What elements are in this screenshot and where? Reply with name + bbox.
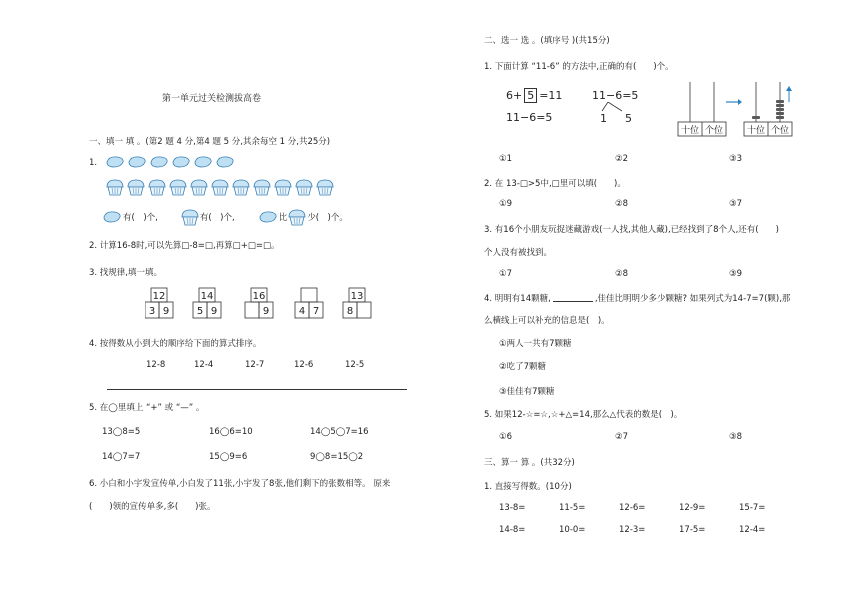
section-3-heading: 三、算一 算 。(共32分) bbox=[484, 458, 575, 468]
calc-6: 14-8= bbox=[499, 525, 526, 535]
r-q5-option-2[interactable]: ②7 bbox=[615, 432, 629, 442]
calc-7: 10-0= bbox=[559, 525, 586, 535]
r-q4-blank[interactable] bbox=[553, 301, 593, 302]
method-1-box: 5 bbox=[524, 88, 537, 103]
q4-expr-3: 12-7 bbox=[245, 360, 265, 370]
house-1-right: 9 bbox=[162, 306, 170, 317]
q1-answer-line bbox=[103, 208, 348, 226]
abacus-bead bbox=[752, 100, 784, 119]
q1-egg-count: 有( )个, bbox=[123, 213, 158, 223]
house-2-top: 14 bbox=[200, 291, 214, 302]
q4-answer-line[interactable] bbox=[107, 389, 407, 390]
r-q5-option-3[interactable]: ③8 bbox=[729, 432, 743, 442]
q5-item-2: 16◯6=10 bbox=[209, 427, 253, 437]
house-2-left: 5 bbox=[196, 306, 204, 317]
q5-text: 5. 在◯里填上 “+” 或 “—” 。 bbox=[89, 403, 205, 413]
calc-9: 17-5= bbox=[679, 525, 706, 535]
calc-8: 12-3= bbox=[619, 525, 646, 535]
r-q3-line-2: 个人没有被找到。 bbox=[484, 248, 553, 258]
split-left: 1 bbox=[600, 112, 607, 125]
calc-instruction: 1. 直接写得数。(10分) bbox=[484, 482, 572, 492]
q4-expr-5: 12-5 bbox=[345, 360, 365, 370]
q2-text: 2. 计算16-8时,可以先算□-8=□,再算□+□=□。 bbox=[89, 241, 280, 251]
r-q4-start: 4. 明明有14颗糖, bbox=[484, 294, 551, 304]
page-title: 第一单元过关检测拔高卷 bbox=[162, 94, 262, 104]
method-1-line-2: 11−6=5 bbox=[506, 111, 553, 124]
method-1-right: =11 bbox=[539, 89, 563, 102]
house-1-top: 12 bbox=[152, 291, 166, 302]
method-2 bbox=[592, 89, 638, 125]
abacus-label-tens-1: 十位 bbox=[680, 126, 700, 136]
calc-10: 12-4= bbox=[739, 525, 766, 535]
r-q4-line-2: 么横线上可以补充的信息是( )。 bbox=[484, 316, 610, 326]
abacus-label-ones-2: 个位 bbox=[770, 126, 790, 136]
q1-cake-count: 有( )个, bbox=[199, 213, 235, 223]
q5-item-3: 14◯5◯7=16 bbox=[310, 427, 369, 437]
q4-text: 4. 按得数从小到大的顺序给下面的算式排序。 bbox=[89, 339, 262, 349]
q5-item-5: 15◯9=6 bbox=[209, 452, 248, 462]
cupcake-icon bbox=[180, 208, 200, 226]
calc-1: 13-8= bbox=[499, 503, 526, 513]
q1-less-count: 少( )个。 bbox=[307, 213, 348, 223]
q1-number: 1. bbox=[89, 158, 98, 168]
r-q5-option-1[interactable]: ①6 bbox=[499, 432, 513, 442]
r-q4-rest: ,佳佳比明明少多少颗糖? 如果列式为14-7=7(颗),那 bbox=[594, 294, 791, 304]
section-1-heading: 一、填一 填 。(第2 题 4 分,第4 题 5 分,其余每空 1 分,共25分) bbox=[89, 137, 331, 147]
r-q2-option-3[interactable]: ③7 bbox=[729, 199, 743, 209]
r-q1-option-1[interactable]: ①1 bbox=[499, 154, 513, 164]
r-q2-option-2[interactable]: ②8 bbox=[615, 199, 629, 209]
r-q2-option-1[interactable]: ①9 bbox=[499, 199, 513, 209]
method-1-left: 6+ bbox=[506, 89, 523, 102]
r-q4-line-1 bbox=[484, 292, 790, 304]
q5-item-4: 14◯7=7 bbox=[102, 452, 141, 462]
r-q2-text: 2. 在 13-□>5中,□里可以填( )。 bbox=[484, 179, 626, 189]
r-q4-option-3[interactable]: ③佳佳有7颗糖 bbox=[499, 387, 555, 397]
r-q3-option-3[interactable]: ③9 bbox=[729, 269, 743, 279]
house-5-top: 13 bbox=[350, 291, 364, 302]
q5-item-1: 13◯8=5 bbox=[102, 427, 141, 437]
q4-expr-4: 12-6 bbox=[294, 360, 314, 370]
q6-line-1: 6. 小白和小宇发宣传单,小白发了11张,小宇发了8张,他们剩下的张数相等。 原来 bbox=[89, 479, 391, 489]
q5-item-6: 9◯8=15◯2 bbox=[310, 452, 364, 462]
method-1 bbox=[506, 88, 562, 124]
q6-line-2: ( )领的宣传单多,多( )张。 bbox=[89, 502, 216, 512]
calc-4: 12-9= bbox=[679, 503, 706, 513]
method-2-line-1: 11−6=5 bbox=[592, 89, 639, 102]
house-3-right: 9 bbox=[262, 306, 270, 317]
r-q4-option-2[interactable]: ②吃了7颗糖 bbox=[499, 362, 547, 372]
calc-3: 12-6= bbox=[619, 503, 646, 513]
house-1-left: 3 bbox=[148, 306, 156, 317]
egg-icon bbox=[103, 210, 123, 224]
r-q5-text: 5. 如果12-☆=☆,☆+△=14,那么△代表的数是( )。 bbox=[484, 410, 683, 420]
egg-icon bbox=[259, 210, 279, 224]
cupcake-icon bbox=[287, 208, 307, 226]
r-q1-option-2[interactable]: ②2 bbox=[615, 154, 629, 164]
q1-compare-word: 比 bbox=[278, 213, 288, 223]
house-2-right: 9 bbox=[210, 306, 218, 317]
q3-number-houses bbox=[145, 286, 385, 322]
split-right: 5 bbox=[625, 112, 632, 125]
abacus-label-tens-2: 十位 bbox=[746, 126, 766, 136]
calc-2: 11-5= bbox=[559, 503, 586, 513]
calc-5: 15-7= bbox=[739, 503, 766, 513]
r-q3-option-2[interactable]: ②8 bbox=[615, 269, 629, 279]
r-q1-option-3[interactable]: ③3 bbox=[729, 154, 743, 164]
split-lines bbox=[596, 102, 636, 112]
house-4-left: 4 bbox=[298, 306, 306, 317]
r-q3-option-1[interactable]: ①7 bbox=[499, 269, 513, 279]
q1-eggs-row bbox=[105, 154, 235, 170]
egg-icon bbox=[107, 157, 233, 167]
house-3-top: 16 bbox=[252, 291, 266, 302]
house-5-left: 8 bbox=[346, 306, 354, 317]
house-4-right: 7 bbox=[312, 306, 320, 317]
q3-text: 3. 找规律,填一填。 bbox=[89, 268, 163, 278]
q1-cakes-row bbox=[105, 178, 337, 198]
r-q1-text: 1. 下面计算 “11-6” 的方法中,正确的有( )个。 bbox=[484, 62, 674, 72]
q4-expr-2: 12-4 bbox=[194, 360, 214, 370]
abacus-diagram bbox=[676, 80, 796, 142]
q4-expr-1: 12-8 bbox=[146, 360, 166, 370]
cupcake-icon bbox=[107, 180, 333, 195]
section-2-heading: 二、选一 选 。(填序号 )(共15分) bbox=[484, 36, 610, 46]
abacus-label-ones-1: 个位 bbox=[704, 126, 724, 136]
r-q3-line-1: 3. 有16个小朋友玩捉迷藏游戏(一人找,其他人藏),已经找到了8个人,还有( ) bbox=[484, 225, 779, 235]
r-q4-option-1[interactable]: ①两人一共有7颗糖 bbox=[499, 339, 572, 349]
